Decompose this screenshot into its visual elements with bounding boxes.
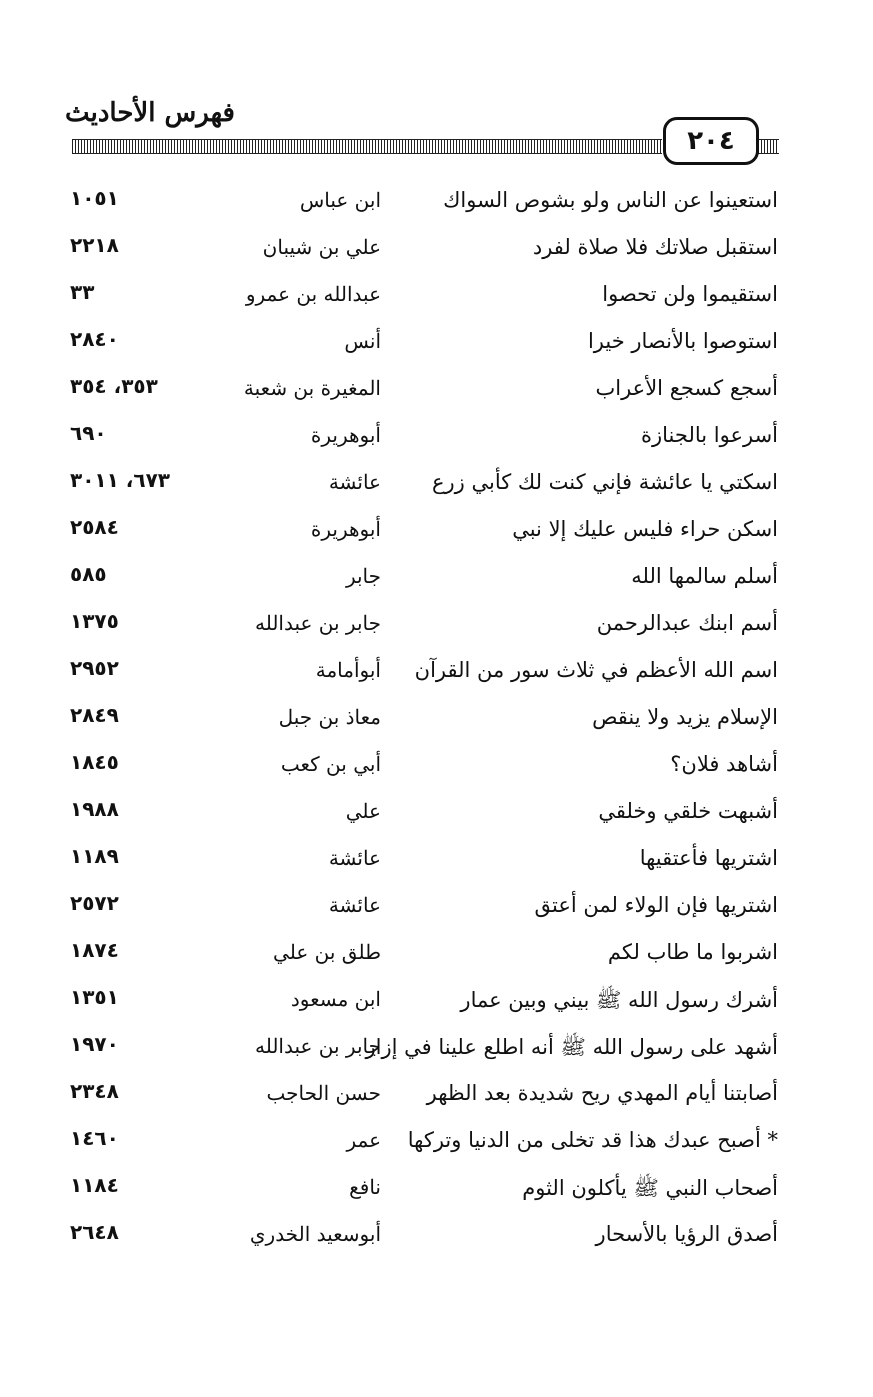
hadith-number: ١٣٥١ — [70, 985, 119, 1009]
narrator: المغيرة بن شعبة — [243, 376, 381, 400]
hadith-number: ١٩٨٨ — [70, 797, 119, 821]
page-number-box — [663, 117, 759, 165]
hadith-number: ٦٧٣، ٣٠١١ — [70, 468, 171, 492]
hadith-number: ٥٨٥ — [70, 562, 107, 586]
narrator: عائشة — [328, 846, 381, 870]
index-row — [0, 415, 873, 462]
index-row — [0, 1073, 873, 1120]
narrator: عائشة — [328, 470, 381, 494]
hadith-number: ١٠٥١ — [70, 186, 119, 210]
hadith-text: اشربوا ما طاب لكم — [607, 940, 778, 964]
hadith-text: * أصبح عبدك هذا قد تخلى من الدنيا وتركها — [407, 1128, 778, 1152]
header-rule — [72, 139, 662, 154]
hadith-text: أشاهد فلان؟ — [670, 752, 778, 776]
narrator: أبي بن كعب — [280, 752, 381, 776]
hadith-text: أسلم سالمها الله — [631, 564, 778, 588]
hadith-text: استقبل صلاتك فلا صلاة لفرد — [532, 235, 778, 259]
narrator: أبوهريرة — [310, 423, 381, 447]
index-row — [0, 180, 873, 227]
narrator: علي بن شيبان — [262, 235, 381, 259]
hadith-text: استقيموا ولن تحصوا — [602, 282, 778, 306]
narrator: أبوهريرة — [310, 517, 381, 541]
narrator: علي — [345, 799, 381, 823]
index-row — [0, 1214, 873, 1261]
hadith-text: أشهد على رسول الله ﷺ أنه اطلع علينا في إزار — [365, 1035, 778, 1059]
narrator: معاذ بن جبل — [278, 705, 381, 729]
hadith-index-list — [0, 180, 873, 1261]
hadith-number: ٢٢١٨ — [70, 233, 119, 257]
narrator: ابن عباس — [299, 188, 381, 212]
page-header — [0, 0, 873, 170]
hadith-text: أصحاب النبي ﷺ يأكلون الثوم — [522, 1176, 778, 1200]
hadith-number: ١١٨٤ — [70, 1173, 119, 1197]
hadith-text: استعينوا عن الناس ولو بشوص السواك — [443, 188, 778, 212]
narrator: جابر بن عبدالله — [254, 1034, 381, 1058]
hadith-text: أسم ابنك عبدالرحمن — [596, 611, 778, 635]
index-row — [0, 650, 873, 697]
narrator: طلق بن علي — [273, 940, 381, 964]
hadith-number: ١٩٧٠ — [70, 1032, 119, 1056]
narrator: جابر — [345, 564, 381, 588]
hadith-text: استوصوا بالأنصار خيرا — [587, 329, 778, 353]
hadith-number: ٦٩٠ — [70, 421, 107, 445]
hadith-number: ٣٣ — [70, 280, 95, 304]
narrator: عمر — [346, 1128, 381, 1152]
hadith-text: اشتريها فإن الولاء لمن أعتق — [534, 893, 778, 917]
index-row — [0, 462, 873, 509]
hadith-text: اسكن حراء فليس عليك إلا نبي — [512, 517, 778, 541]
hadith-text: أسرعوا بالجنازة — [641, 423, 778, 447]
narrator: جابر بن عبدالله — [254, 611, 381, 635]
hadith-number: ٢٥٧٢ — [70, 891, 119, 915]
narrator: أبوأمامة — [315, 658, 381, 682]
index-row — [0, 1167, 873, 1214]
index-row — [0, 744, 873, 791]
hadith-number: ٣٥٣، ٣٥٤ — [70, 374, 158, 398]
index-row — [0, 227, 873, 274]
hadith-number: ١٣٧٥ — [70, 609, 119, 633]
index-row — [0, 509, 873, 556]
narrator: نافع — [349, 1175, 381, 1199]
narrator: ابن مسعود — [290, 987, 381, 1011]
hadith-number: ١٨٤٥ — [70, 750, 119, 774]
index-row — [0, 556, 873, 603]
hadith-text: أشبهت خلقي وخلقي — [598, 799, 778, 823]
index-row — [0, 979, 873, 1026]
index-row — [0, 603, 873, 650]
running-title: فهرس الأحاديث — [65, 98, 235, 128]
hadith-number: ١١٨٩ — [70, 844, 119, 868]
index-row — [0, 1026, 873, 1073]
index-row — [0, 932, 873, 979]
narrator: حسن الحاجب — [266, 1081, 381, 1105]
narrator: أبوسعيد الخدري — [249, 1222, 381, 1246]
hadith-text: اسم الله الأعظم في ثلاث سور من القرآن — [414, 658, 778, 682]
hadith-text: أصابتنا أيام المهدي ريح شديدة بعد الظهر — [426, 1081, 778, 1105]
hadith-text: أشرك رسول الله ﷺ بيني وبين عمار — [460, 988, 778, 1012]
index-row — [0, 885, 873, 932]
hadith-number: ٢٩٥٢ — [70, 656, 119, 680]
narrator: عائشة — [328, 893, 381, 917]
hadith-text: أصدق الرؤيا بالأسحار — [595, 1222, 778, 1246]
hadith-number: ٢٨٤٠ — [70, 327, 119, 351]
index-row — [0, 321, 873, 368]
narrator: أنس — [344, 329, 381, 353]
hadith-text: اسكتي يا عائشة فإني كنت لك كأبي زرع — [432, 470, 778, 494]
page-number: ٢٠٤ — [687, 126, 735, 156]
index-row — [0, 838, 873, 885]
index-row — [0, 1120, 873, 1167]
index-row — [0, 791, 873, 838]
hadith-number: ١٨٧٤ — [70, 938, 119, 962]
hadith-text: الإسلام يزيد ولا ينقص — [592, 705, 778, 729]
hadith-text: أسجع كسجع الأعراب — [595, 376, 778, 400]
hadith-number: ١٤٦٠ — [70, 1126, 119, 1150]
hadith-number: ٢٥٨٤ — [70, 515, 119, 539]
hadith-text: اشتريها فأعتقيها — [639, 846, 778, 870]
hadith-number: ٢٣٤٨ — [70, 1079, 119, 1103]
index-row — [0, 697, 873, 744]
index-row — [0, 368, 873, 415]
index-row — [0, 274, 873, 321]
hadith-number: ٢٦٤٨ — [70, 1220, 119, 1244]
narrator: عبدالله بن عمرو — [245, 282, 381, 306]
hadith-number: ٢٨٤٩ — [70, 703, 119, 727]
